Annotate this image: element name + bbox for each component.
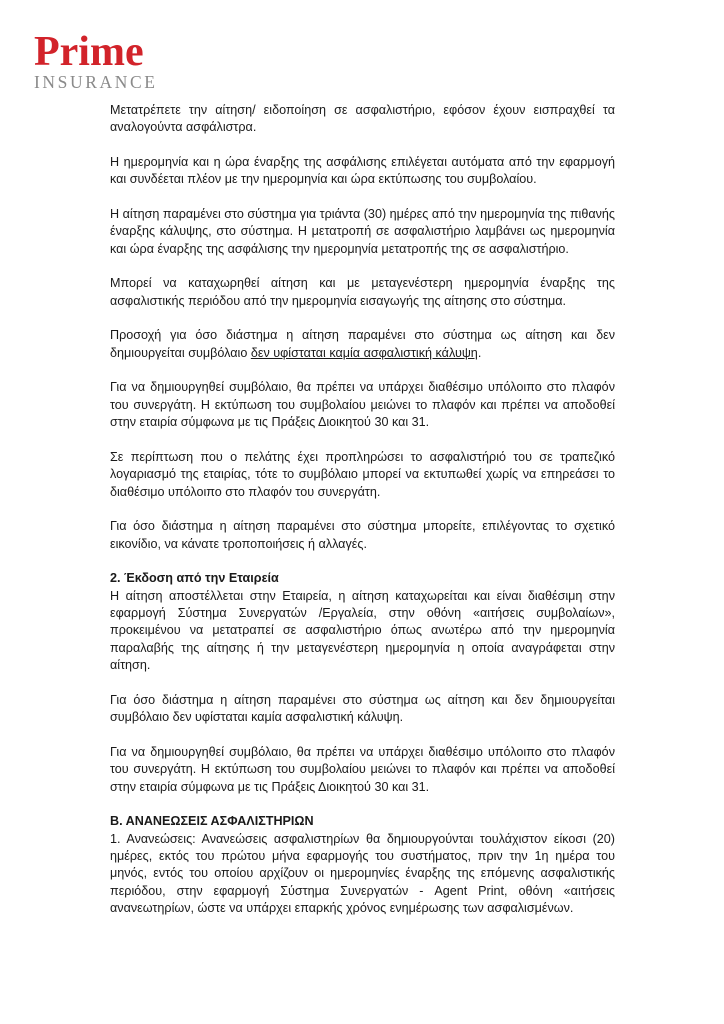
- warning-end: .: [477, 345, 482, 360]
- section-heading: 2. Έκδοση από την Εταιρεία: [110, 571, 279, 586]
- paragraph: Σε περίπτωση που ο πελάτης έχει προπληρώσει το ασφαλιστήριό του σε τραπεζικό λογαριασμό της εταιρίας, τότε το συμβόλαιο μπορεί να εκτυπωθεί χωρίς να επηρεάσει το διαθέσιμο υπόλοιπο στο πλαφόν του συνεργάτη.: [110, 449, 615, 499]
- paragraph: Η αίτηση αποστέλλεται στην Εταιρεία, η αίτηση καταχωρείται και είναι διαθέσιμη στην εφαρμογή Σύστημα Συνεργατών /Εργαλεία, στην οθόνη «αιτήσεις συμβολαίων», προκειμένου να μετατραπεί σε ασφαλιστήριο όπως ανωτέρω από την ημερομηνία παραλαβής της αίτησης ή την μεταγενέστερη ημερομηνία η οποία αναγράφεται στην αίτηση.: [110, 588, 615, 673]
- paragraph: Για όσο διάστημα η αίτηση παραμένει στο σύστημα ως αίτηση και δεν δημιουργείται συμβόλαιο δεν υφίσταται καμία ασφαλιστική κάλυψη.: [110, 692, 615, 725]
- logo-subtitle: INSURANCE: [34, 72, 158, 92]
- paragraph: Μπορεί να καταχωρηθεί αίτηση και με μεταγενέστερη ημερομηνία έναρξης της ασφαλιστικής περιόδου από την ημερομηνία εισαγωγής της αίτησης στο σύστημα.: [110, 276, 615, 308]
- paragraph: Μετατρέπετε την αίτηση/ ειδοποίηση σε ασφαλιστήριο, εφόσον έχουν εισπραχθεί τα αναλογούντα ασφάλιστρα.: [110, 103, 615, 135]
- warning-text: Προσοχή για όσο διάστημα η αίτηση παραμένει στο σύστημα ως αίτηση και δεν δημιουργείται συμβόλαιο: [110, 328, 615, 360]
- warning-underlined-text: δεν υφίσταται καμία ασφαλιστική κάλυψη: [250, 345, 478, 360]
- paragraph: Η ημερομηνία και η ώρα έναρξης της ασφάλισης επιλέγεται αυτόματα από την εφαρμογή και συνδέεται πλέον με την ημερομηνία και ώρα εκτύπωσης του συμβολαίου.: [110, 155, 615, 187]
- logo-wordmark: Prime: [34, 29, 144, 75]
- paragraph: Για να δημιουργηθεί συμβόλαιο, θα πρέπει να υπάρχει διαθέσιμο υπόλοιπο στο πλαφόν του συνεργάτη. Η εκτύπωση του συμβολαίου μειώνει το πλαφόν και πρέπει να αποδοθεί στην εταιρία σύμφωνα με τις Πράξεις Διοικητού 30 και 31.: [110, 380, 615, 430]
- paragraph-warning: [110, 327, 615, 362]
- section-heading: Β. ΑΝΑΝΕΩΣΕΙΣ ΑΣΦΑΛΙΣΤΗΡΙΩΝ: [110, 814, 314, 829]
- company-logo: [34, 29, 162, 92]
- paragraph: Για να δημιουργηθεί συμβόλαιο, θα πρέπει να υπάρχει διαθέσιμο υπόλοιπο στο πλαφόν του συνεργάτη. Η εκτύπωση του συμβολαίου μειώνει το πλαφόν και πρέπει να αποδοθεί στην εταιρία σύμφωνα με τις Πράξεις Διοικητού 30 και 31.: [110, 744, 615, 794]
- paragraph: Η αίτηση παραμένει στο σύστημα για τριάντα (30) ημέρες από την ημερομηνία της πιθανής έναρξης κάλυψης, στο σύστημα. Η μετατροπή σε ασφαλιστήριο λαμβάνει ως ημερομηνία και ώρα έναρξης της ασφάλισης την ημερομηνία μετατροπής της σε ασφαλιστήριο.: [110, 207, 615, 256]
- paragraph: Για όσο διάστημα η αίτηση παραμένει στο σύστημα μπορείτε, επιλέγοντας το σχετικό εικονίδιο, να κάνατε τροποποιήσεις ή αλλαγές.: [110, 519, 615, 551]
- document-body: [110, 102, 615, 918]
- paragraph: 1. Ανανεώσεις: Ανανεώσεις ασφαλιστηρίων θα δημιουργούνται τουλάχιστον είκοσι (20) ημέρες, εκτός του πρώτου μήνα εφαρμογής του συστήματος, πριν την 1η ημέρα του μηνός, εντός του οποίου αρχίζουν οι ημερομηνίες έναρξης της επόμενης ασφαλιστικής περιόδου, στην εφαρμογή Σύστημα Συνεργατών - Agent Print, οθόνη «αιτήσεις ανανεωτηρίων, ώστε να υπάρχει επαρκής χρόνος ενημέρωσης των ασφαλισμένων.: [110, 831, 615, 916]
